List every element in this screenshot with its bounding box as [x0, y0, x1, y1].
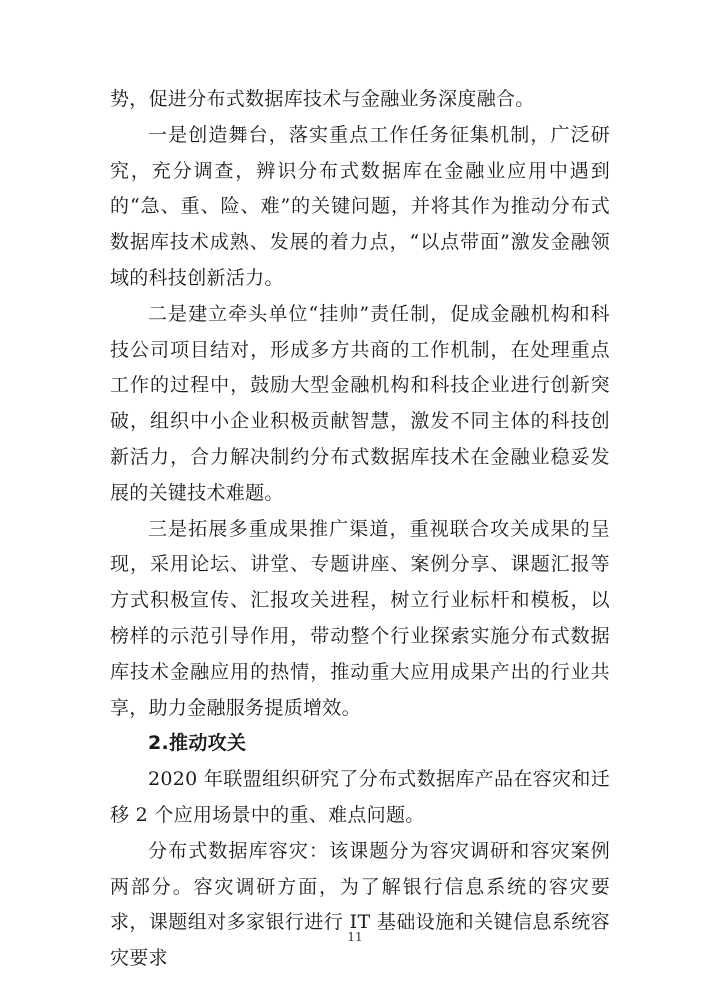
paragraph-first-measure: 一是创造舞台，落实重点工作任务征集机制，广泛研究，充分调查，辨识分布式数据库在金融业应用中遇到的“急、重、险、难”的关键问题，并将其作为推动分布式数据库技术成熟、发展的着力点，“以点带面”激发金融领域的科技创新活力。: [110, 123, 610, 289]
page-number: 11: [347, 930, 363, 944]
paragraph-disaster-recovery: 分布式数据库容灾：该课题分为容灾调研和容灾案例两部分。容灾调研方面，为了解银行信息系统的容灾要求，课题组对多家银行进行 IT 基础设施和关键信息系统容灾要求: [110, 839, 610, 970]
paragraph-third-measure: 三是拓展多重成果推广渠道，重视联合攻关成果的呈现，采用论坛、讲堂、专题讲座、案例分享、课题汇报等方式积极宣传、汇报攻关进程，树立行业标杆和模板，以榜样的示范引导作用，带动整个行业探索实施分布式数据库技术金融应用的热情，推动重大应用成果产出的行业共享，助力金融服务提质增效。: [110, 517, 610, 719]
body-text: [110, 82, 610, 977]
section-heading: 2.推动攻关: [148, 732, 247, 755]
paragraph-continued: 势，促进分布式数据库技术与金融业务深度融合。: [110, 88, 535, 110]
paragraph-2020-research: 2020 年联盟组织研究了分布式数据库产品在容灾和迁移 2 个应用场景中的重、难点问题。: [110, 768, 610, 826]
paragraph-second-measure: 二是建立牵头单位“挂帅”责任制，促成金融机构和科技公司项目结对，形成多方共商的工作机制，在处理重点工作的过程中，鼓励大型金融机构和科技企业进行创新突破，组织中小企业积极贡献智慧，激发不同主体的科技创新活力，合力解决制约分布式数据库技术在金融业稳妥发展的关键技术难题。: [110, 302, 610, 504]
